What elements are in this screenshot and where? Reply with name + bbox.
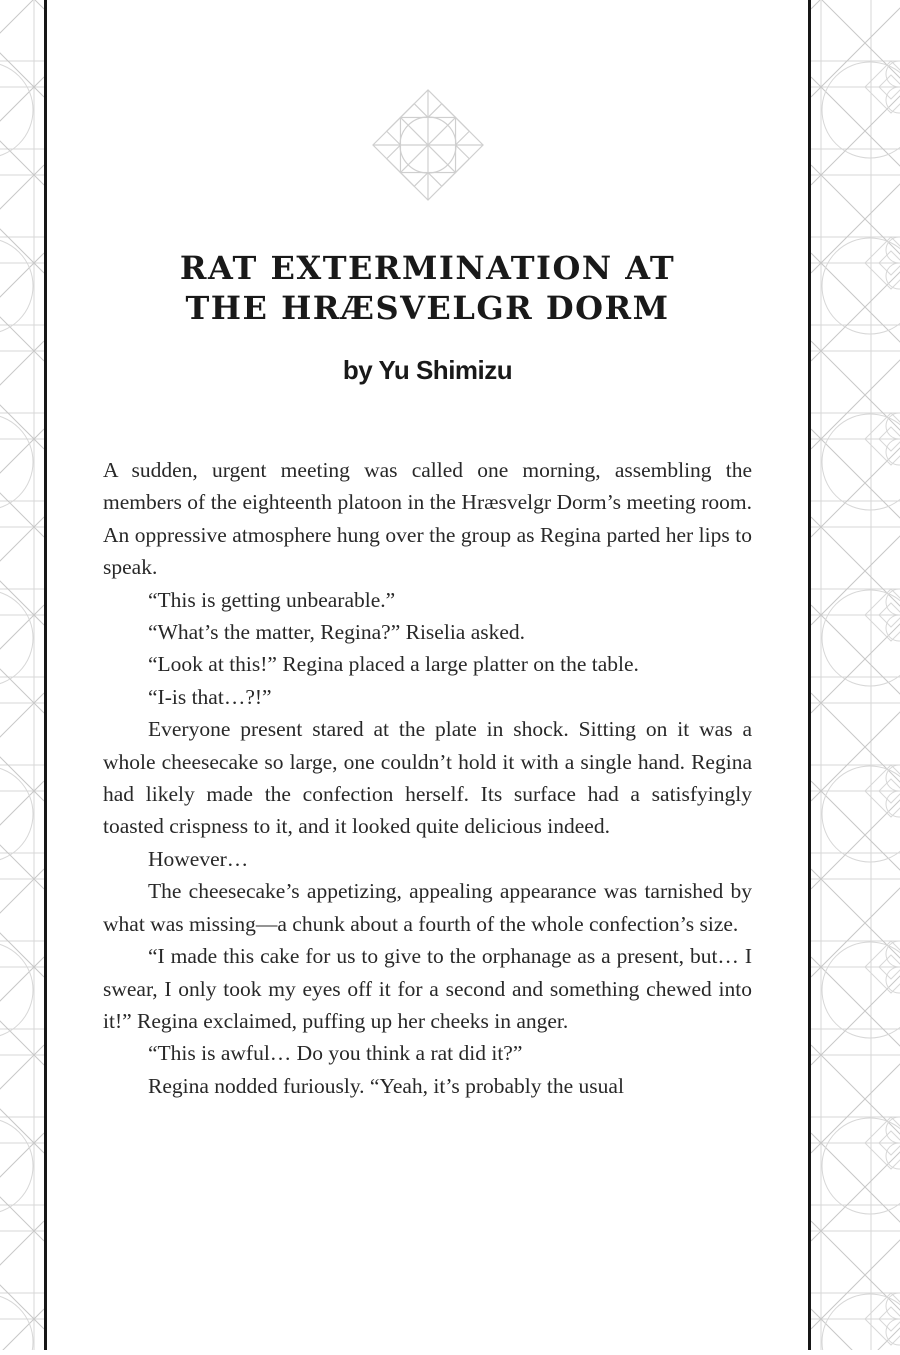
geometric-pattern-icon (0, 0, 44, 1350)
chapter-title (103, 248, 752, 328)
paragraph: A sudden, urgent meeting was called one morning, assembling the members of the eighteenth platoon in the Hræsvelgr Dorm’s meeting room. An oppressive atmosphere hung over the group as Regina parted her lips to speak. (103, 458, 752, 580)
body-text (103, 454, 752, 1102)
paragraph: “I made this cake for us to give to the orphanage as a present, but… I swear, I only took my eyes off it for a second and something chewed into it!” Regina exclaimed, puffing up her cheeks in anger. (103, 944, 752, 1033)
paragraph: However… (148, 846, 249, 871)
chapter-byline: by Yu Shimizu (342, 355, 513, 385)
paragraph: “I-is that…?!” (148, 684, 272, 709)
left-border-ornament (0, 0, 47, 1350)
paragraph: Everyone present stared at the plate in shock. Sitting on it was a whole cheesecake so large, one couldn’t hold it with a single hand. Regina had likely made the confection herself. Its surface had a satisfyingly toasted crispness to it, and it looked quite delicious indeed. (103, 717, 752, 839)
paragraph: Regina nodded furiously. “Yeah, it’s probably the usual (148, 1073, 624, 1098)
paragraph: “What’s the matter, Regina?” Riselia asked. (148, 620, 526, 645)
paragraph: “Look at this!” Regina placed a large platter on the table. (148, 652, 639, 677)
paragraph: The cheesecake’s appetizing, appealing appearance was tarnished by what was missing—a chunk about a fourth of the whole confection’s size. (103, 879, 752, 936)
right-border-ornament (808, 0, 900, 1350)
chapter-title-line-1: RAT EXTERMINATION AT (179, 249, 676, 287)
paragraph: “This is awful… Do you think a rat did it?” (148, 1041, 523, 1066)
paragraph: “This is getting unbearable.” (148, 587, 396, 612)
chapter-title-line-2: THE HRÆSVELGR DORM (185, 289, 670, 327)
geometric-pattern-icon (811, 0, 900, 1350)
chapter-ornament-icon (369, 86, 487, 204)
page-content (47, 0, 808, 1350)
